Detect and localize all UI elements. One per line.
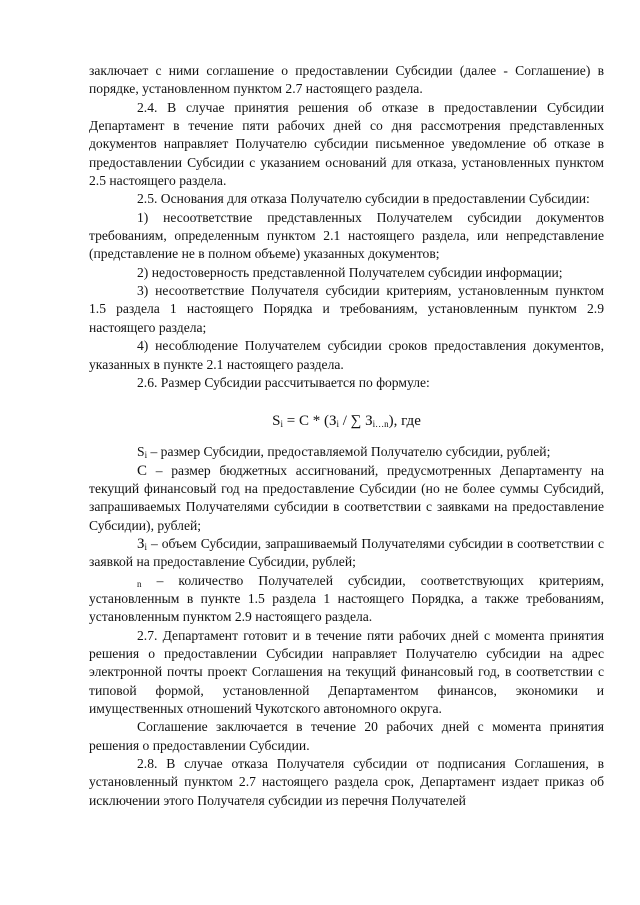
formula-sub-i: i xyxy=(280,419,283,430)
definition-si xyxy=(89,443,604,461)
def-si-symbol: S xyxy=(137,444,145,460)
def-zi-sub: i xyxy=(144,541,148,552)
list-item-2: 2) недостоверность представленной Получателем субсидии информации; xyxy=(137,264,563,280)
list-item-3: 3) несоответствие Получателя субсидии критериям, установленным пунктом 1.5 раздела 1 настоящего Порядка и требованиям, установленным пунктом 2.9 настоящего раздела; xyxy=(89,283,604,335)
def-n-text: – количество Получателей субсидии, соответствующих критериям, установленным в пункте 1.5 раздела 1 настоящего Порядка, а также требованиям, установленным пунктом 2.9 настоящего раздела. xyxy=(89,572,604,625)
def-zi-symbol: З xyxy=(137,535,145,552)
formula-tail: ), где xyxy=(388,413,421,430)
paragraph-2-5: 2.5. Основания для отказа Получателю субсидии в предоставлении Субсидии: xyxy=(137,191,590,207)
definition-zi xyxy=(89,535,604,572)
paragraph-2-7: 2.7. Департамент готовит и в течение пяти рабочих дней с момента принятия решения о предоставлении Субсидии направляет Получателю субсидии на адрес электронной почты проект Соглашения на текущий финансовый год, в соответствии с типовой формой, установленной Департаментом финансов, экономики и имущественных отношений Чукотского автономного округа. xyxy=(89,627,604,716)
formula-eq: = С * ( xyxy=(283,413,329,430)
definition-c xyxy=(89,462,604,535)
def-si-sub: i xyxy=(144,450,148,461)
formula-z-sub: i xyxy=(336,419,339,430)
formula-z: З xyxy=(328,413,337,430)
list-item-4: 4) несоблюдение Получателем субсидии сроков предоставления документов, указанных в пункте 2.1 настоящего раздела. xyxy=(89,338,604,372)
list-item-1: 1) несоответствие представленных Получателем субсидии документов требованиям, определенным пунктом 2.1 настоящего раздела, или непредставление (представление не в полном объеме) указанных документов; xyxy=(89,209,604,262)
paragraph-continuation: заключает с ними соглашение о предоставлении Субсидии (далее - Соглашение) в порядке, установленном пунктом 2.7 настоящего раздела. xyxy=(89,63,604,97)
paragraph-agreement: Соглашение заключается в течение 20 рабочих дней с момента принятия решения о предоставлении Субсидии. xyxy=(89,719,604,753)
def-si-text: – размер Субсидии, предоставляемой Получателю субсидии, рублей; xyxy=(147,444,551,460)
def-n-sub: n xyxy=(137,578,142,589)
formula-sum: / ∑ xyxy=(339,413,366,430)
formula-sub-range: i…n xyxy=(372,419,389,430)
subsidy-formula xyxy=(89,412,604,430)
paragraph-2-6: 2.6. Размер Субсидии рассчитывается по формуле: xyxy=(137,374,430,390)
def-zi-text: – объем Субсидии, запрашиваемый Получателями субсидии в соответствии с заявкой на предоставление Субсидии, рублей; xyxy=(89,535,604,570)
def-c-symbol: С xyxy=(137,462,148,479)
document-page xyxy=(89,62,604,810)
paragraph-2-8: 2.8. В случае отказа Получателя субсидии от подписания Соглашения, в установленный пунктом 2.7 настоящего раздела срок, Департамент издает приказ об исключении этого Получателя субсидии из перечня Получателей xyxy=(89,756,604,808)
definition-n xyxy=(89,572,604,627)
def-c-text: – размер бюджетных ассигнований, предусмотренных Департаменту на текущий финансовый год на предоставление Субсидии (но не более суммы Субсидий, запрашиваемых Получателями субсидии в соответствии с заявками на предоставление Субсидии), рублей; xyxy=(89,462,604,533)
formula-z2: З xyxy=(365,413,373,430)
paragraph-2-4: 2.4. В случае принятия решения об отказе в предоставлении Субсидии Департамент в течение пяти рабочих дней со дня рассмотрения представленных документов направляет Получателю субсидии письменное уведомление об отказе в предоставлении Субсидии с указанием оснований для отказа, установленных пунктом 2.5 настоящего раздела. xyxy=(89,99,604,189)
formula-s: S xyxy=(272,413,281,430)
